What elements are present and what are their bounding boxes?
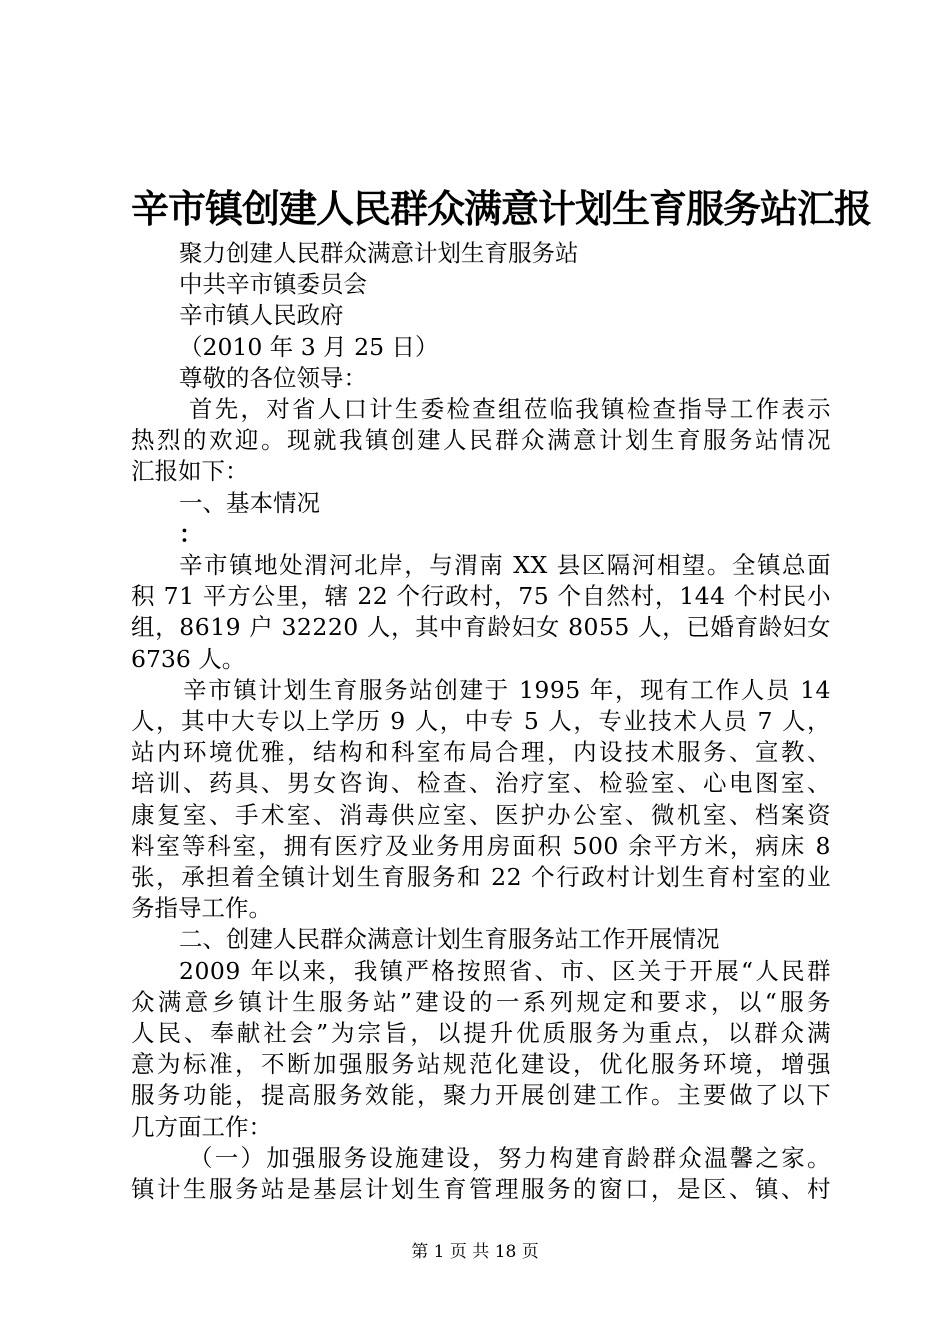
- section-heading: 一、基本情况: [179, 488, 320, 517]
- document-title: 辛市镇创建人民群众满意计划生育服务站汇报: [131, 187, 872, 231]
- paragraph-line: 镇计生服务站是基层计划生育管理服务的窗口，是区、镇、村: [131, 1175, 831, 1204]
- paragraph-line: 2009 年以来，我镇严格按照省、市、区关于开展“人民群: [179, 956, 831, 985]
- paragraph-line: 热烈的欢迎。现就我镇创建人民群众满意计划生育服务站情况: [131, 426, 831, 455]
- paragraph-line: 辛市镇计划生育服务站创建于 1995 年，现有工作人员 14: [183, 675, 831, 704]
- subtitle-line: 聚力创建人民群众满意计划生育服务站: [179, 239, 579, 267]
- paragraph-line: 汇报如下：: [131, 457, 249, 486]
- paragraph-line: 几方面工作：: [131, 1112, 272, 1141]
- paragraph-line: 康复室、手术室、消毒供应室、医护办公室、微机室、档案资: [131, 800, 831, 829]
- page-footer: 第 1 页 共 18 页: [411, 1242, 539, 1262]
- document-page: [131, 180, 872, 1205]
- paragraph-line: 人民、奉献社会”为宗旨，以提升优质服务为重点，以群众满: [131, 1019, 831, 1048]
- paragraph-line: 站内环境优雅，结构和科室布局合理，内设技术服务、宣教、: [131, 738, 831, 767]
- paragraph-line: 意为标准，不断加强服务站规范化建设，优化服务环境，增强: [131, 1050, 831, 1079]
- paragraph-line: 人，其中大专以上学历 9 人，中专 5 人，专业技术人员 7 人，: [131, 707, 831, 736]
- paragraph-line: 6736 人。: [131, 644, 246, 673]
- paragraph-line: 服务功能，提高服务效能，聚力开展创建工作。主要做了以下: [131, 1081, 831, 1110]
- paragraph-line: 辛市镇地处渭河北岸，与渭南 XX 县区隔河相望。全镇总面: [179, 551, 831, 580]
- paragraph-line: 积 71 平方公里，辖 22 个行政村，75 个自然村，144 个村民小: [131, 582, 831, 611]
- paragraph-line: 组，8619 户 32220 人，其中育龄妇女 8055 人，已婚育龄妇女: [131, 613, 831, 642]
- paragraph-line: 务指导工作。: [131, 894, 272, 923]
- section-heading: 二、创建人民群众满意计划生育服务站工作开展情况: [179, 925, 720, 954]
- document-date: （2010 年 3 月 25 日）: [179, 332, 439, 361]
- paragraph-line: 首先，对省人口计生委检查组莅临我镇检查指导工作表示: [189, 395, 831, 424]
- stray-colon: ：: [179, 519, 203, 548]
- paragraph-line: 料室等科室，拥有医疗及业务用房面积 500 余平方米，病床 8: [131, 831, 831, 860]
- author-government: 辛市镇人民政府: [179, 301, 344, 330]
- paragraph-line: 众满意乡镇计生服务站”建设的一系列规定和要求，以“服务: [131, 987, 831, 1016]
- subsection-heading: （一）加强服务设施建设，努力构建育龄群众温馨之家。: [189, 1143, 831, 1172]
- salutation: 尊敬的各位领导：: [179, 363, 367, 392]
- author-committee: 中共辛市镇委员会: [179, 270, 367, 299]
- paragraph-line: 张，承担着全镇计划生育服务和 22 个行政村计划生育村室的业: [131, 863, 831, 892]
- paragraph-line: 培训、药具、男女咨询、检查、治疗室、检验室、心电图室、: [131, 769, 831, 798]
